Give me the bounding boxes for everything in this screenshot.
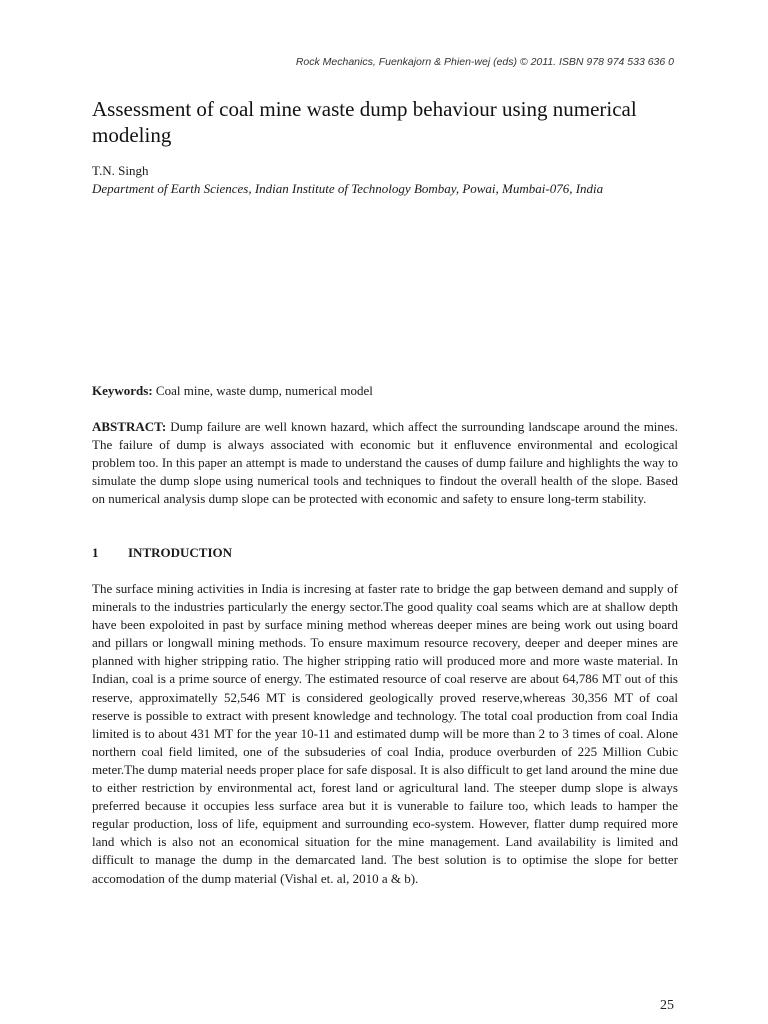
keywords-text: Coal mine, waste dump, numerical model	[152, 383, 373, 398]
paper-title: Assessment of coal mine waste dump behaviour using numerical modeling	[92, 97, 637, 147]
abstract	[92, 418, 678, 508]
keywords	[92, 382, 682, 400]
page-number: 25	[660, 998, 674, 1013]
section-number: 1	[92, 545, 99, 560]
keywords-label: Keywords:	[92, 383, 153, 398]
section-heading	[92, 544, 232, 562]
introduction-body: The surface mining activities in India is incresing at faster rate to bridge the gap between demand and supply of minerals to the industries particularly the energy sector.The good quality coal seams which are at shallow depth have been expoloited in past by surface mining method whereas deeper mines are being work out using board and pillars or longwall mining methods. To ensure maximum resource recovery, deeper and deeper mines are planned with higher stripping ratio. The higher stripping ratio will produced more and more waste material. In Indian, coal is a prime source of energy. The estimated resource of coal reserve are about 64,786 MT out of this reserve, approximatelly 52,546 MT is considered geologically proved reserve,whereas 30,356 MT of coal reserve is possible to extract with present knowledge and technology. The total coal production from coal India limited is to about 431 MT for the year 10-11 and estimated dump will be more than 2 to 3 times of coal. Alone northern coal field limited, one of the subsuderies of coal India, produce overburden of 225 Million Cubic meter.The dump material needs proper place for safe disposal. It is also difficult to get land around the mine due to either restriction by environmental act, forest land or agricultural land. The steeper dump slope is always preferred because it occupies less surface area but it is vunerable to failure too, which leads to hamper the regular production, loss of life, equipment and surrounding eco-system. However, flatter dump required more land which is also not an economical situation for the mine management. Land availability is limited and difficult to manage the dump in the demarcated land. The best solution is to optimise the slope for better accomodation of the dump material (Vishal et. al, 2010 a & b).	[92, 581, 678, 886]
abstract-text: Dump failure are well known hazard, which affect the surrounding landscape around the mines. The failure of dump is always associated with economic but it enfluvence environmental and ecological problem too. In this paper an attempt is made to understand the causes of dump failure and highlights the way to simulate the dump slope using numerical tools and techniques to findout the overall health of the slope. Based on numerical analysis dump slope can be protected with economic and safety to ensure long-term stability.	[92, 419, 678, 506]
running-header: Rock Mechanics, Fuenkajorn & Phien-wej (eds) © 2011. ISBN 978 974 533 636 0	[295, 56, 674, 68]
abstract-label: ABSTRACT:	[92, 419, 167, 434]
section-title: INTRODUCTION	[128, 545, 233, 560]
author-name: T.N. Singh	[92, 163, 149, 178]
author-affiliation: Department of Earth Sciences, Indian Institute of Technology Bombay, Powai, Mumbai-076, India	[92, 181, 604, 196]
